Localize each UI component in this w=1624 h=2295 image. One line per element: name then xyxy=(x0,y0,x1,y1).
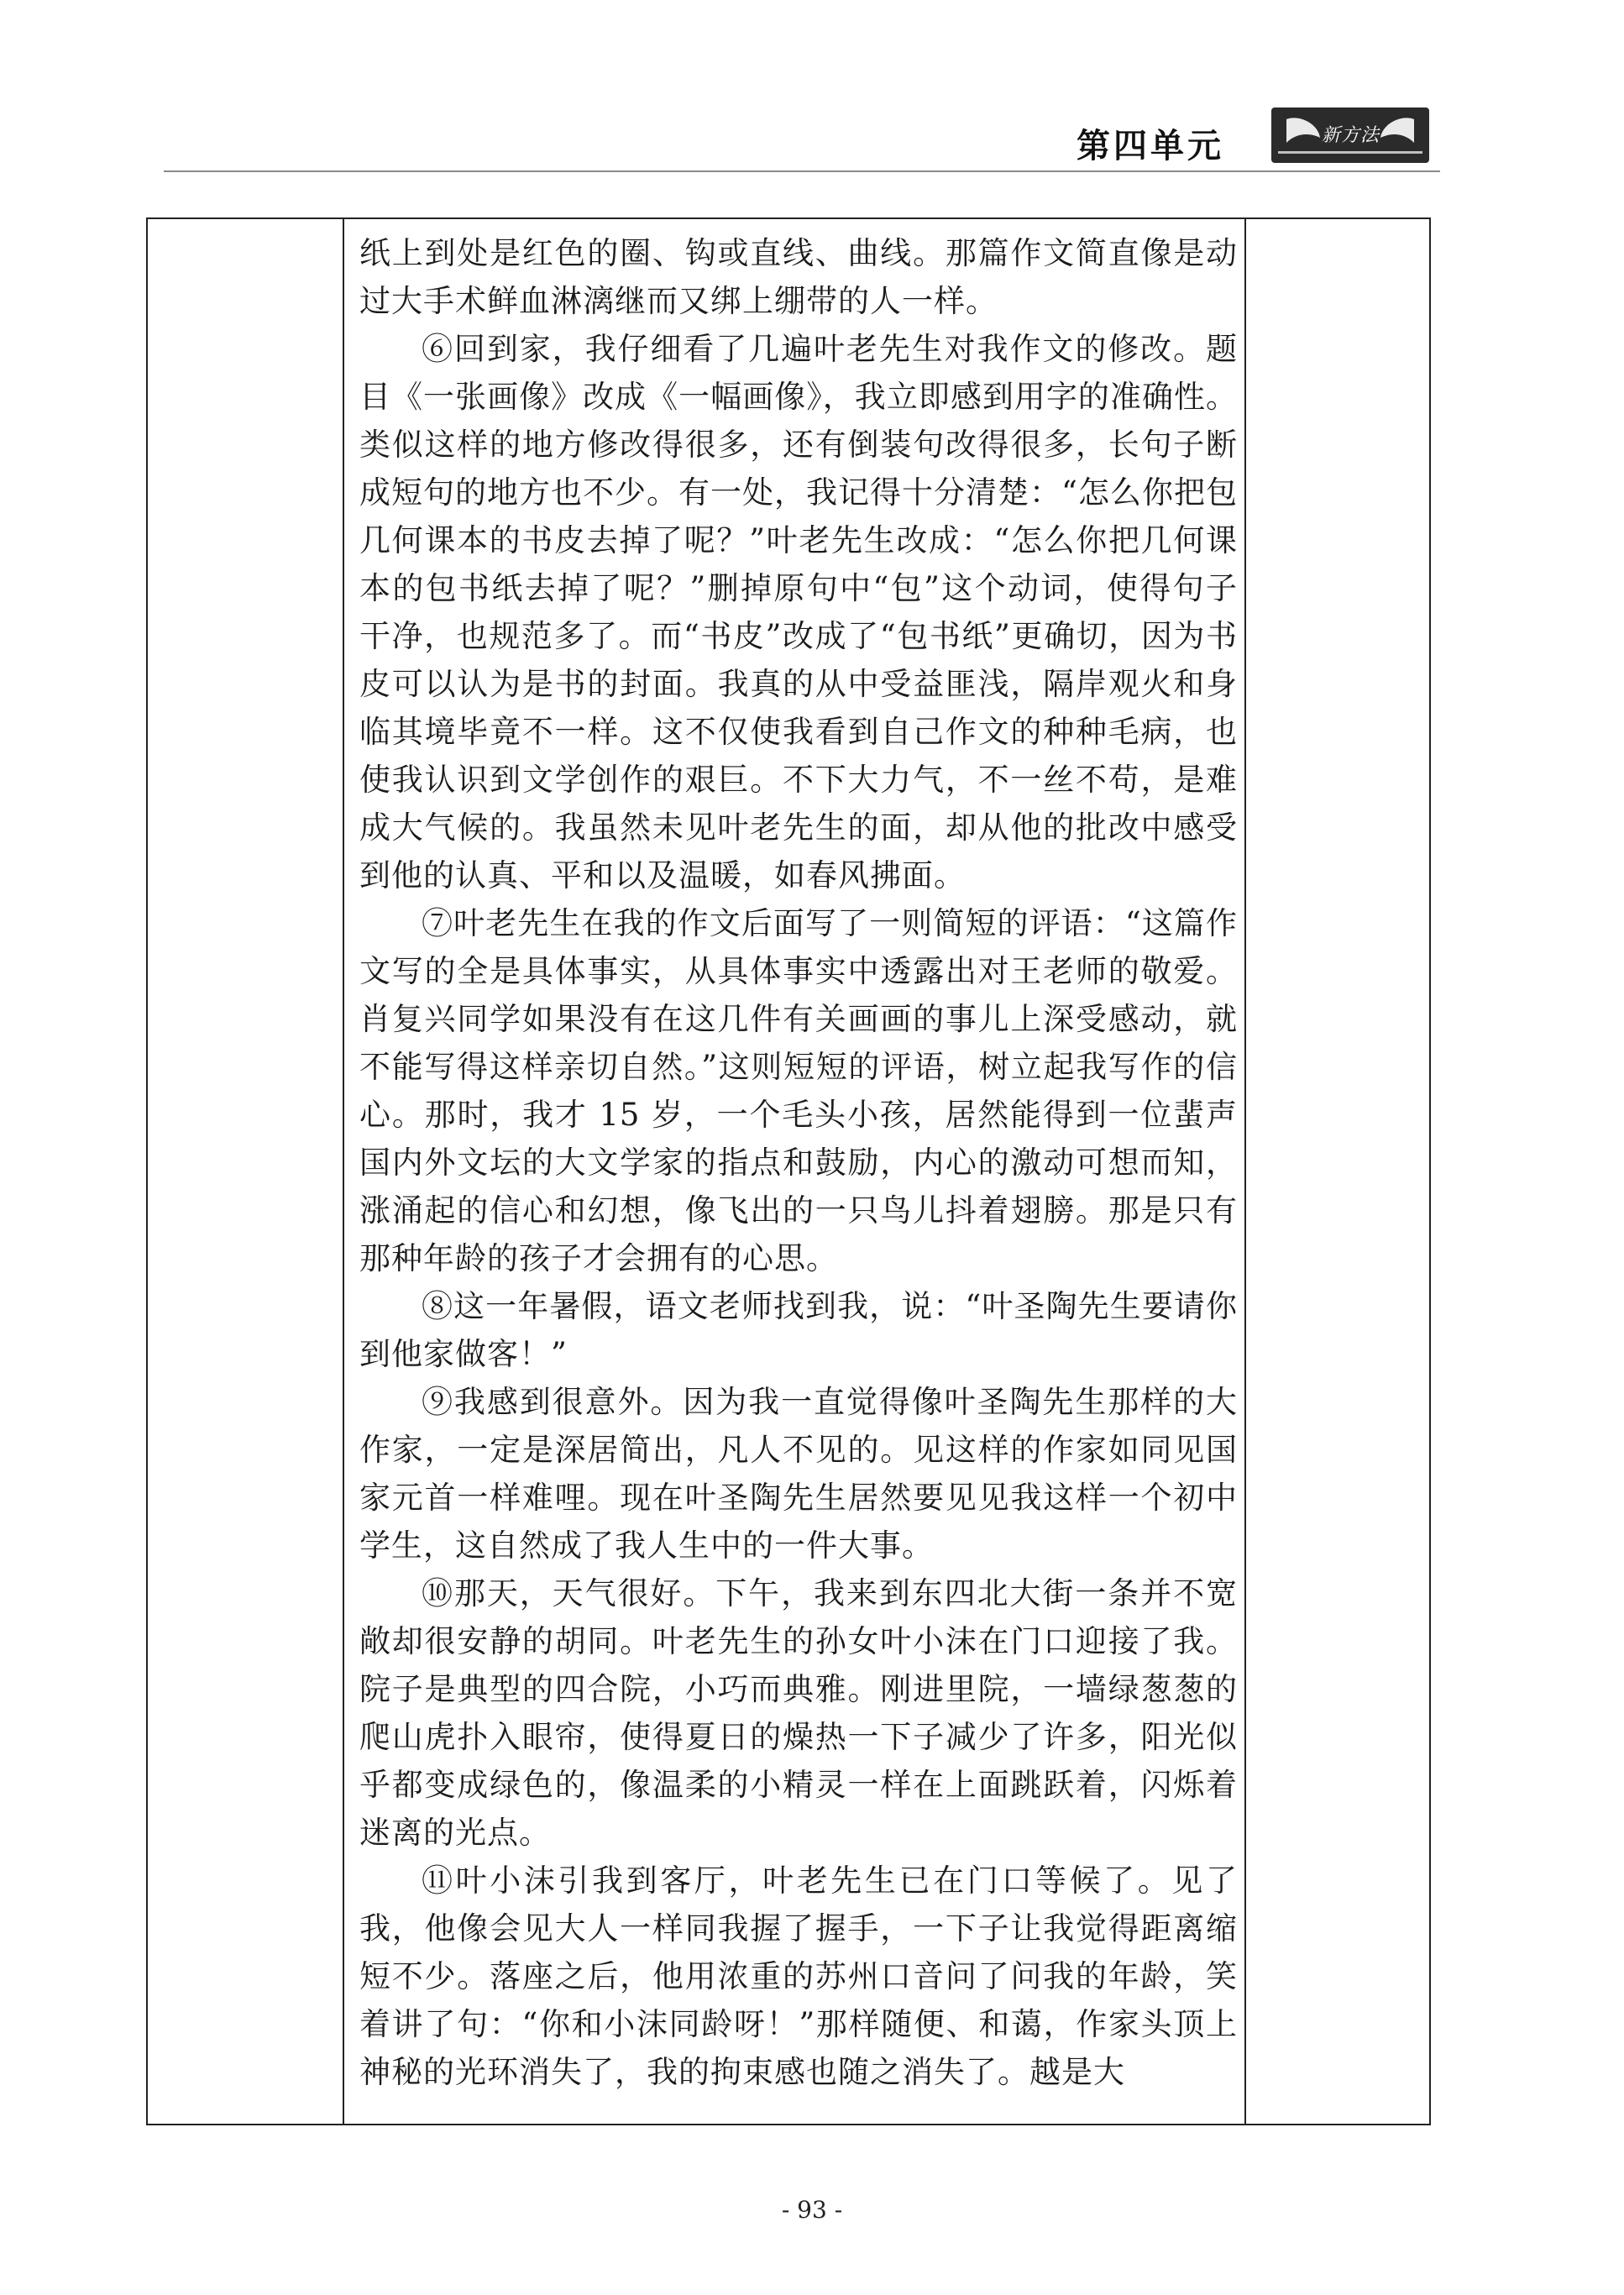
unit-title: 第四单元 xyxy=(1077,127,1224,165)
table-column-divider-right xyxy=(1244,219,1246,2124)
article-paragraph: ⑪叶小沫引我到客厅，叶老先生已在门口等候了。见了我，他像会见大人一样同我握了握手，一下子让我觉得距离缩短不少。落座之后，他用浓重的苏州口音问了问我的年龄，笑着讲了句：“你和小沫同龄呀！”那样随便、和蔼，作家头顶上神秘的光环消失了，我的拘束感也随之消失了。越是大 xyxy=(359,1863,1238,2090)
page-header xyxy=(0,0,1624,176)
article-paragraph: ⑦叶老先生在我的作文后面写了一则简短的评语：“这篇作文写的全是具体事实，从具体事实中透露出对王老师的敬爱。肖复兴同学如果没有在这几件有关画画的事儿上深受感动，就不能写得这样亲切自然。”这则短短的评语，树立起我写作的信心。那时，我才 15 岁，一个毛头小孩，居然能得到一位蜚声国内外文坛的大文学家的指点和鼓励，内心的激动可想而知，涨涌起的信心和幻想，像飞出的一只鸟儿抖着翅膀。那是只有那种年龄的孩子才会拥有的心思。 xyxy=(359,905,1238,1276)
article-body xyxy=(359,229,1238,2096)
header-rule xyxy=(164,170,1440,172)
article-paragraph: 纸上到处是红色的圈、钩或直线、曲线。那篇作文简直像是动过大手术鲜血淋漓继而又绑上绷带的人一样。 xyxy=(359,235,1238,319)
logo-text: 新方法 xyxy=(1322,125,1380,146)
article-paragraph: ⑥回到家，我仔细看了几遍叶老先生对我作文的修改。题目《一张画像》改成《一幅画像》，我立即感到用字的准确性。类似这样的地方修改得很多，还有倒装句改得很多，长句子断成短句的地方也不少。有一处，我记得十分清楚：“怎么你把包几何课本的书皮去掉了呢？”叶老先生改成：“怎么你把几何课本的包书纸去掉了呢？”删掉原句中“包”这个动词，使得句子干净，也规范多了。而“书皮”改成了“包书纸”更确切，因为书皮可以认为是书的封面。我真的从中受益匪浅，隔岸观火和身临其境毕竟不一样。这不仅使我看到自己作文的种种毛病，也使我认识到文学创作的艰巨。不下大力气，不一丝不苟，是难成大气候的。我虽然未见叶老先生的面，却从他的批改中感受到他的认真、平和以及温暖，如春风拂面。 xyxy=(359,331,1238,893)
table-column-divider-left xyxy=(343,219,344,2124)
logo xyxy=(1271,107,1429,163)
article-paragraph: ⑧这一年暑假，语文老师找到我，说：“叶圣陶先生要请你到他家做客！” xyxy=(359,1288,1238,1372)
article-paragraph: ⑩那天，天气很好。下午，我来到东四北大街一条并不宽敞却很安静的胡同。叶老先生的孙女叶小沫在门口迎接了我。院子是典型的四合院，小巧而典雅。刚进里院，一墙绿葱葱的爬山虎扑入眼帘，使得夏日的燥热一下子减少了许多，阳光似乎都变成绿色的，像温柔的小精灵一样在上面跳跃着，闪烁着迷离的光点。 xyxy=(359,1575,1238,1851)
article-paragraph: ⑨我感到很意外。因为我一直觉得像叶圣陶先生那样的大作家，一定是深居简出，凡人不见的。见这样的作家如同见国家元首一样难哩。现在叶圣陶先生居然要见见我这样一个初中学生，这自然成了我人生中的一件大事。 xyxy=(359,1384,1238,1564)
content-table xyxy=(146,217,1431,2125)
page-number: - 93 - xyxy=(781,2196,843,2224)
